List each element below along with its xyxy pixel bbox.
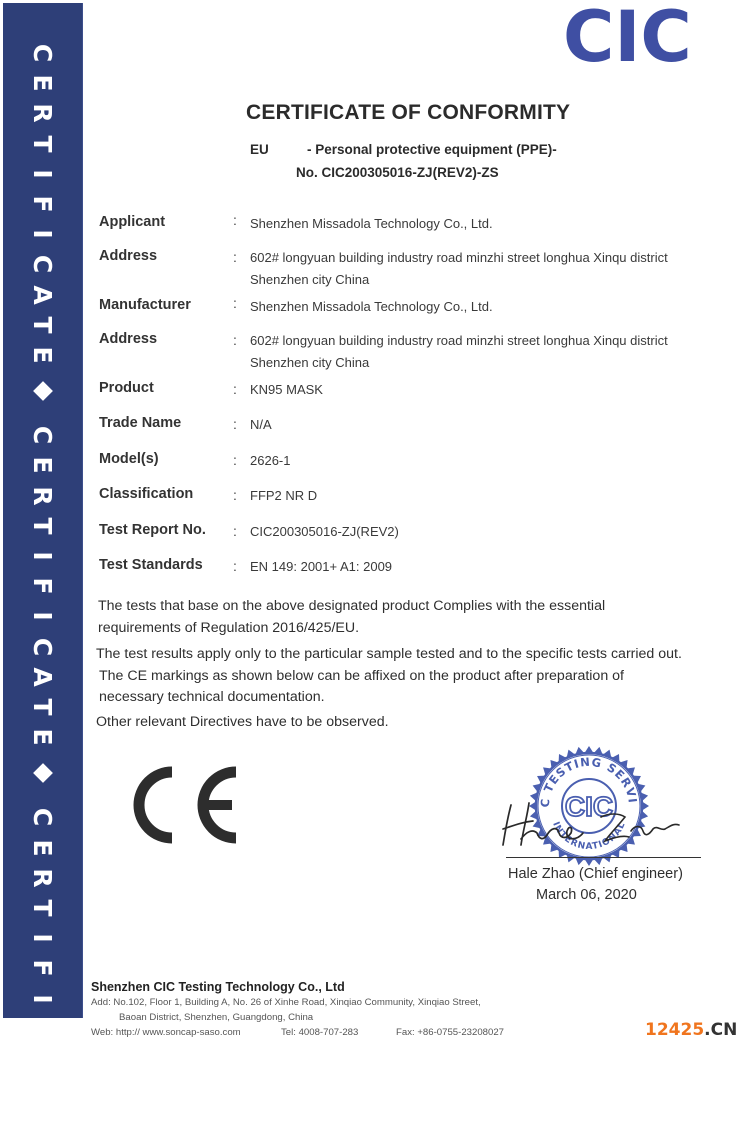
sidebar-letter: I (28, 169, 58, 179)
field-value: Shenzhen Missadola Technology Co., Ltd. (250, 299, 493, 314)
field-colon: : (233, 452, 237, 468)
cic-logo: CIC (563, 0, 692, 78)
issuer-address-line1: Add: No.102, Floor 1, Building A, No. 26 of Xinhe Road, Xinqiao Community, Xinqiao Street, (91, 997, 481, 1008)
field-label: Address (99, 248, 158, 264)
issuer-web: Web: http:// www.soncap-saso.com (91, 1027, 241, 1038)
stamp-bottom-arc: INTERNATIONAL (550, 820, 628, 853)
field-label: Test Standards (99, 557, 203, 573)
sidebar-letter: F (28, 577, 58, 595)
sidebar-letter: A (28, 1049, 58, 1069)
sidebar-letter: C (28, 1019, 58, 1038)
sidebar-letter: C (28, 255, 58, 274)
field-colon: : (233, 295, 237, 311)
field-colon: : (233, 249, 237, 265)
watermark-domain: .CN (704, 1020, 738, 1040)
ce-mark-icon (132, 766, 244, 849)
field-label: Product (99, 380, 154, 396)
site-watermark (645, 1020, 737, 1040)
sidebar-letter: T (28, 135, 58, 153)
sidebar-letter: T (28, 517, 58, 535)
statement-line: Other relevant Directives have to be observed. (96, 714, 389, 730)
field-colon: : (233, 487, 237, 503)
field-label: Address (99, 331, 158, 347)
issuer-company-name: Shenzhen CIC Testing Technology Co., Ltd (91, 980, 345, 994)
stamp-center-text: CIC (564, 791, 614, 822)
sidebar-letter: E (28, 74, 58, 92)
certificate-number: No. CIC200305016-ZJ(REV2)-ZS (296, 165, 499, 180)
statement-line: The test results apply only to the particular sample tested and to the specific tests carried out. (96, 646, 682, 662)
statement-line: necessary technical documentation. (99, 689, 325, 705)
field-value: N/A (250, 417, 272, 432)
sidebar-letter: I (28, 229, 58, 239)
sidebar-letter: C (28, 426, 58, 445)
field-value: Shenzhen Missadola Technology Co., Ltd. (250, 216, 493, 231)
field-label: Manufacturer (99, 297, 191, 313)
field-value: KN95 MASK (250, 382, 323, 397)
issuer-fax: Fax: +86-0755-23208027 (396, 1027, 505, 1038)
field-label: Classification (99, 486, 194, 502)
certificate-sidebar-band (3, 3, 83, 1128)
sidebar-letter: I (28, 933, 58, 943)
diamond-icon (32, 380, 54, 402)
field-colon: : (233, 212, 237, 228)
field-label: Applicant (99, 214, 166, 230)
sidebar-letter: E (28, 456, 58, 474)
sidebar-letter: I (28, 551, 58, 561)
handwritten-signature (497, 795, 687, 860)
field-value: FFP2 NR D (250, 488, 318, 503)
signature-date: March 06, 2020 (536, 887, 637, 903)
field-label: Test Report No. (99, 522, 206, 538)
signature-line (506, 857, 701, 858)
statement-line: The tests that base on the above designated product Complies with the essential (98, 598, 606, 614)
field-label: Model(s) (99, 451, 159, 467)
sidebar-letter: A (28, 284, 58, 305)
field-value: Shenzhen city China (250, 354, 370, 370)
sidebar-letter: I (28, 611, 58, 622)
issuer-address-line2: Baoan District, Shenzhen, Guangdong, China (119, 1012, 314, 1023)
sidebar-letter: T (28, 698, 58, 716)
field-colon: : (233, 381, 237, 397)
diamond-icon (32, 762, 54, 784)
field-colon: : (233, 416, 237, 432)
field-value: 602# longyuan building industry road minzhi street longhua Xinqu district (250, 333, 668, 348)
field-colon: : (233, 523, 237, 539)
field-colon: : (233, 558, 237, 574)
sidebar-letter: E (28, 346, 58, 364)
signer-name: Hale Zhao (Chief engineer) (508, 866, 683, 882)
sidebar-letter: E (28, 728, 58, 746)
sidebar-letter: F (28, 195, 58, 213)
statement-line: The CE markings as shown below can be affixed on the product after preparation of (99, 667, 624, 684)
field-value: 602# longyuan building industry road minzhi street longhua Xinqu district (250, 250, 668, 265)
document-title: CERTIFICATE OF CONFORMITY (246, 101, 571, 124)
sidebar-letter: T (28, 899, 58, 917)
field-value: Shenzhen city China (250, 271, 370, 287)
category-label: - Personal protective equipment (PPE)- (307, 142, 557, 157)
watermark-number: 12425 (645, 1020, 705, 1040)
region-label: EU (250, 142, 269, 157)
sidebar-letter: E (28, 1110, 58, 1128)
sidebar-letter: C (28, 637, 58, 656)
field-colon: : (233, 332, 237, 348)
sidebar-letter: R (28, 485, 58, 506)
sidebar-letter: A (28, 667, 58, 687)
sidebar-letter: E (28, 839, 58, 857)
sidebar-letter: I (28, 993, 58, 1004)
field-value: 2626-1 (250, 453, 291, 468)
sidebar-letter: C (28, 808, 58, 827)
sidebar-letter: C (28, 43, 58, 63)
sidebar-letter: R (28, 868, 58, 888)
sidebar-letter: T (28, 316, 58, 334)
field-label: Trade Name (99, 415, 182, 431)
sidebar-letter: F (28, 959, 58, 977)
field-value: EN 149: 2001+ A1: 2009 (250, 559, 393, 574)
issuer-tel: Tel: 4008-707-283 (281, 1027, 359, 1038)
sidebar-letter: T (28, 1080, 58, 1098)
stamp-top-arc: C TESTING SERVI (537, 754, 640, 808)
field-value: CIC200305016-ZJ(REV2) (250, 524, 399, 539)
statement-line: requirements of Regulation 2016/425/EU. (98, 619, 360, 636)
sidebar-letter: R (28, 103, 58, 124)
